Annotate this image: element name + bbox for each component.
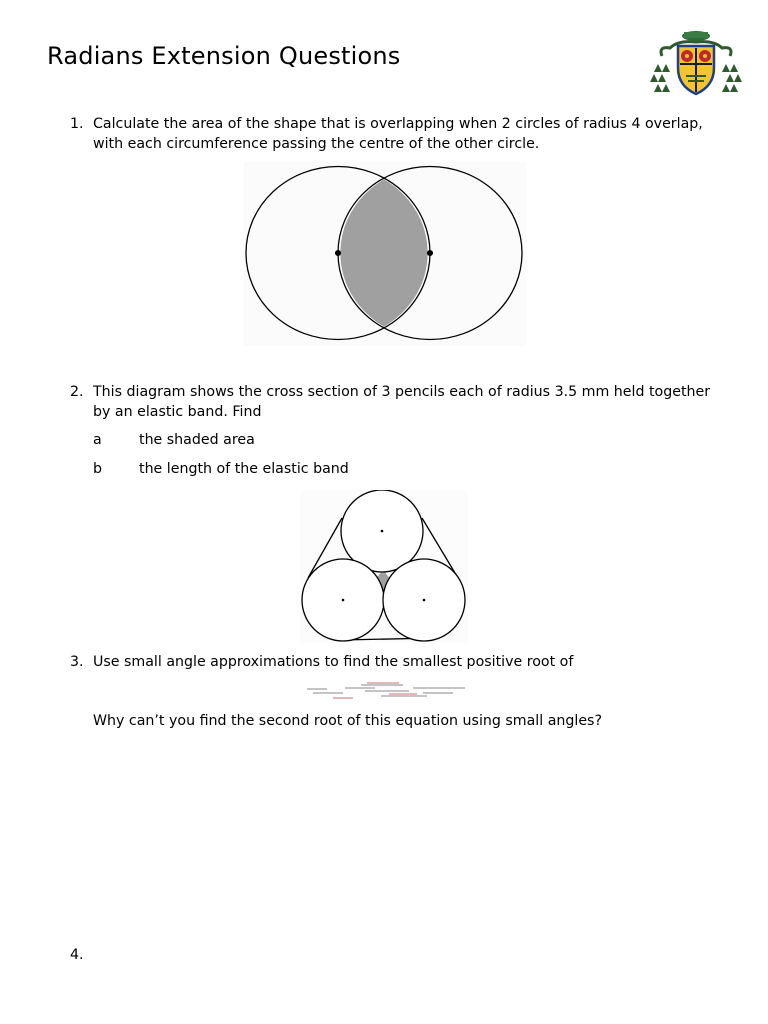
question-number: 4. [70, 947, 84, 963]
question-number: 1. [70, 116, 84, 132]
part-letter: a [93, 432, 102, 448]
equation-image [305, 681, 467, 701]
coat-of-arms-icon [648, 26, 744, 98]
part-text: the shaded area [139, 432, 255, 448]
followup-text: Why can’t you find the second root of this equation using small angles? [93, 713, 602, 729]
question-text: Use small angle approximations to find the smallest positive root of [93, 654, 574, 670]
page-title: Radians Extension Questions [47, 42, 401, 70]
three-pencils-diagram [300, 490, 468, 642]
part-text: the length of the elastic band [139, 461, 349, 477]
left-centre-point [342, 599, 345, 602]
left-centre-point [335, 250, 341, 256]
part-letter: b [93, 461, 103, 477]
top-centre-point [381, 530, 384, 533]
right-centre-point [427, 250, 433, 256]
question-text: Calculate the area of the shape that is overlapping when 2 circles of radius 4 overlap, with each circumference passing the centre of the other circle. [93, 116, 703, 152]
right-centre-point [423, 599, 426, 602]
overlapping-circles-diagram [244, 162, 526, 346]
question-number: 3. [70, 654, 84, 670]
question-text: This diagram shows the cross section of 3 pencils each of radius 3.5 mm held together by an elastic band. Find [93, 384, 711, 420]
question-number: 2. [70, 384, 84, 400]
